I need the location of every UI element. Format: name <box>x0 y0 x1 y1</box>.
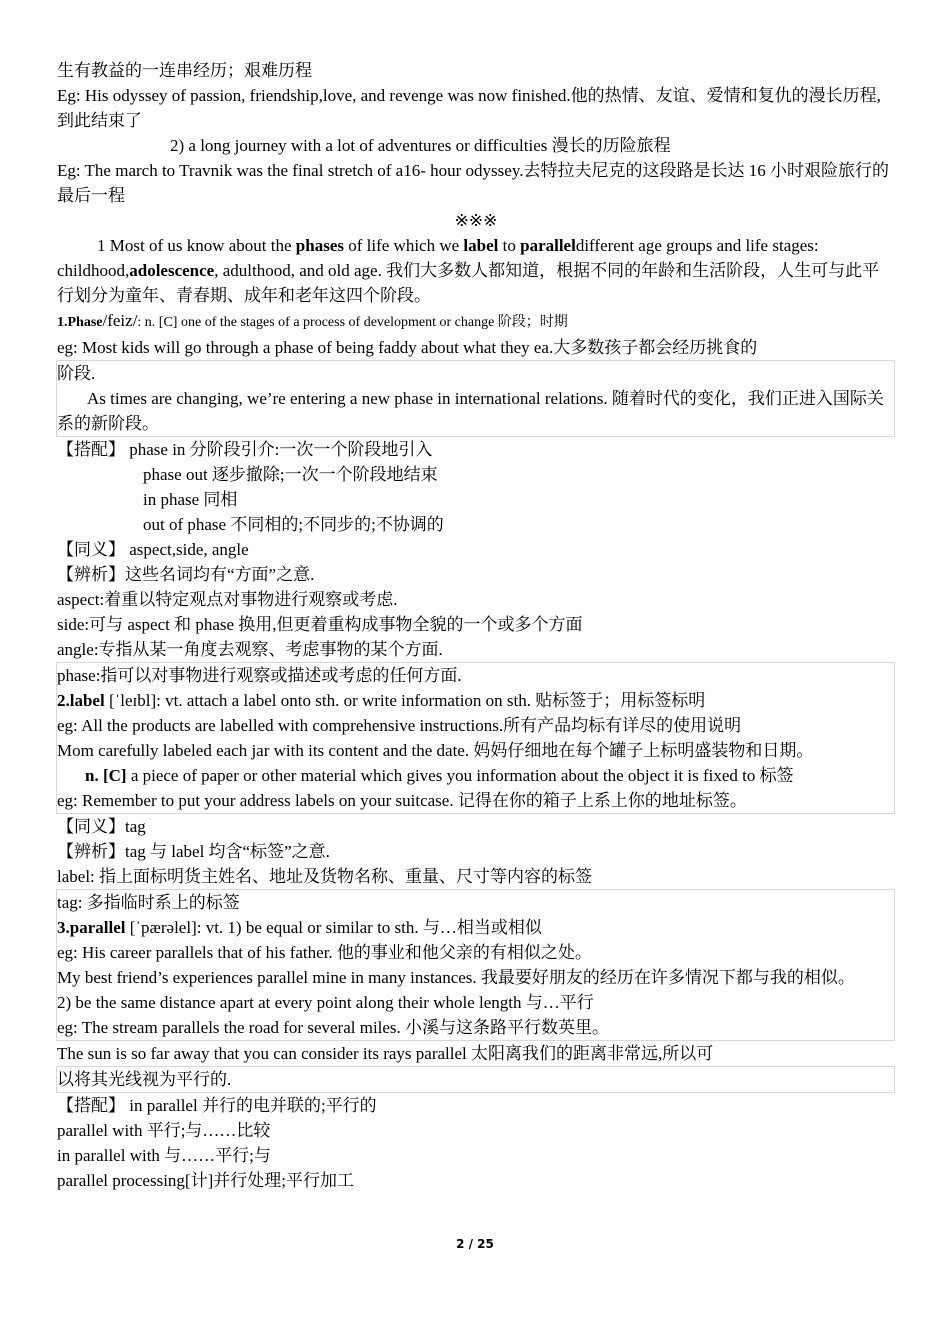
headword-phase: 1.Phase <box>57 315 103 330</box>
section-separator: ※※※ <box>454 211 498 230</box>
example-sentence: eg: The stream parallels the road for several miles. 小溪与这条路平行数英里。 <box>57 1018 610 1037</box>
collocation-line: parallel with 平行;与……比较 <box>57 1121 271 1140</box>
keyword-phases: phases <box>295 236 344 255</box>
analysis-line: angle:专指从某一角度去观察、考虑事物的某个方面. <box>57 640 443 659</box>
example-sentence: The sun is so far away that you can consider its rays parallel 太阳离我们的距离非常远,所以可 <box>57 1044 714 1063</box>
analysis-line: 【辨析】tag 与 label 均含“标签”之意. <box>57 842 330 861</box>
noun-definition <box>57 763 894 788</box>
collocation-line: in phase 同相 <box>143 490 238 509</box>
boxed-example <box>56 360 895 437</box>
analysis-line: side:可与 aspect 和 phase 换用,但更着重构成事物全貌的一个或多个方面 <box>57 615 583 634</box>
definition-line: 2) a long journey with a lot of adventures or difficulties 漫长的历险旅程 <box>170 136 671 155</box>
boxed-example <box>56 1066 895 1093</box>
collocation-line: out of phase 不同相的;不同步的;不协调的 <box>143 515 444 534</box>
entry-phase-heading <box>57 308 895 335</box>
entry-label-heading <box>57 688 894 713</box>
collocation-line: phase out 逐步撤除;一次一个阶段地结束 <box>143 465 438 484</box>
parallel-definition: [ˈpærəlel]: vt. 1) be equal or similar to sth. 与…相当或相似 <box>125 918 542 937</box>
collocation-line: parallel processing[计]并行处理;平行加工 <box>57 1171 354 1190</box>
entry-parallel-heading <box>57 915 894 940</box>
analysis-line: phase:指可以对事物进行观察或描述或考虑的任何方面. <box>57 666 462 685</box>
example-sentence: Eg: His odyssey of passion, friendship,love, and revenge was now finished.他的热情、友谊、爱情和复仇的漫长历程,到此结束了 <box>57 86 881 130</box>
p1-text: different age groups and life stages: childhood, <box>57 236 819 280</box>
example-sentence: eg: His career parallels that of his father. 他的事业和他父亲的有相似之处。 <box>57 943 592 962</box>
example-sentence: My best friend’s experiences parallel mine in many instances. 我最要好朋友的经历在许多情况下都与我的相似。 <box>57 968 855 987</box>
definition-line: 2) be the same distance apart at every point along their whole length 与…平行 <box>57 993 594 1012</box>
p1-text: 1 Most of us know about the <box>97 236 296 255</box>
p1-text: , adulthood, and old age. 我们大多数人都知道，根据不同的年龄和生活阶段，人生可与此平行划分为童年、青春期、成年和老年这四个阶段。 <box>57 261 880 305</box>
example-sentence: eg: All the products are labelled with comprehensive instructions.所有产品均标有详尽的使用说明 <box>57 716 742 735</box>
example-sentence: As times are changing, we’re entering a new phase in international relations. 随着时代的变化，我们正进入国际关系的新阶段。 <box>57 389 884 433</box>
phase-definition: : n. [C] one of the stages of a process of development or change 阶段；时期 <box>137 315 568 330</box>
p1-text: to <box>498 236 521 255</box>
keyword-label: label <box>463 236 499 255</box>
noun-definition-text: a piece of paper or other material which gives you information about the object it is fixed to 标签 <box>126 766 794 785</box>
headword-parallel: 3.parallel <box>57 918 126 937</box>
boxed-section-label <box>56 662 895 814</box>
analysis-line: 【辨析】这些名词均有“方面”之意. <box>57 565 315 584</box>
synonym-line: 【同义】 aspect,side, angle <box>57 540 249 559</box>
text-line: 生有教益的一连串经历；艰难历程 <box>57 61 312 80</box>
keyword-adolescence: adolescence <box>129 261 215 280</box>
noun-tag: n. [C] <box>85 766 127 785</box>
analysis-line: tag: 多指临时系上的标签 <box>57 893 240 912</box>
synonym-line: 【同义】tag <box>57 817 146 836</box>
collocation-line: 【搭配】 phase in 分阶段引介:一次一个阶段地引入 <box>57 440 433 459</box>
label-definition: [ˈleɪbl]: vt. attach a label onto sth. or write information on sth. 贴标签于；用标签标明 <box>104 691 706 710</box>
example-sentence: Mom carefully labeled each jar with its content and the date. 妈妈仔细地在每个罐子上标明盛装物和日期。 <box>57 741 814 760</box>
keyword-parallel: parallel <box>520 236 576 255</box>
example-sentence: 阶段. <box>57 364 96 383</box>
headword-label: 2.label <box>57 691 105 710</box>
paragraph-1 <box>57 233 895 308</box>
phase-ipa: /feiz/ <box>102 311 138 330</box>
example-sentence: Eg: The march to Travnik was the final stretch of a16- hour odyssey.去特拉夫尼克的这段路是长达 16 小时艰险旅行的最后一程 <box>57 161 889 205</box>
example-sentence: eg: Remember to put your address labels on your suitcase. 记得在你的箱子上系上你的地址标签。 <box>57 791 747 810</box>
collocation-line: 【搭配】 in parallel 并行的电并联的;平行的 <box>57 1096 377 1115</box>
p1-text: of life which we <box>343 236 464 255</box>
analysis-line: aspect:着重以特定观点对事物进行观察或考虑. <box>57 590 398 609</box>
example-sentence: eg: Most kids will go through a phase of being faddy about what they ea.大多数孩子都会经历挑食的 <box>57 338 758 357</box>
boxed-section-parallel <box>56 889 895 1041</box>
document-body <box>57 58 895 1193</box>
example-sentence: 以将其光线视为平行的. <box>57 1070 232 1089</box>
page-number: 2 / 25 <box>456 1237 494 1251</box>
analysis-line: label: 指上面标明货主姓名、地址及货物名称、重量、尺寸等内容的标签 <box>57 867 593 886</box>
collocation-line: in parallel with 与……平行;与 <box>57 1146 271 1165</box>
